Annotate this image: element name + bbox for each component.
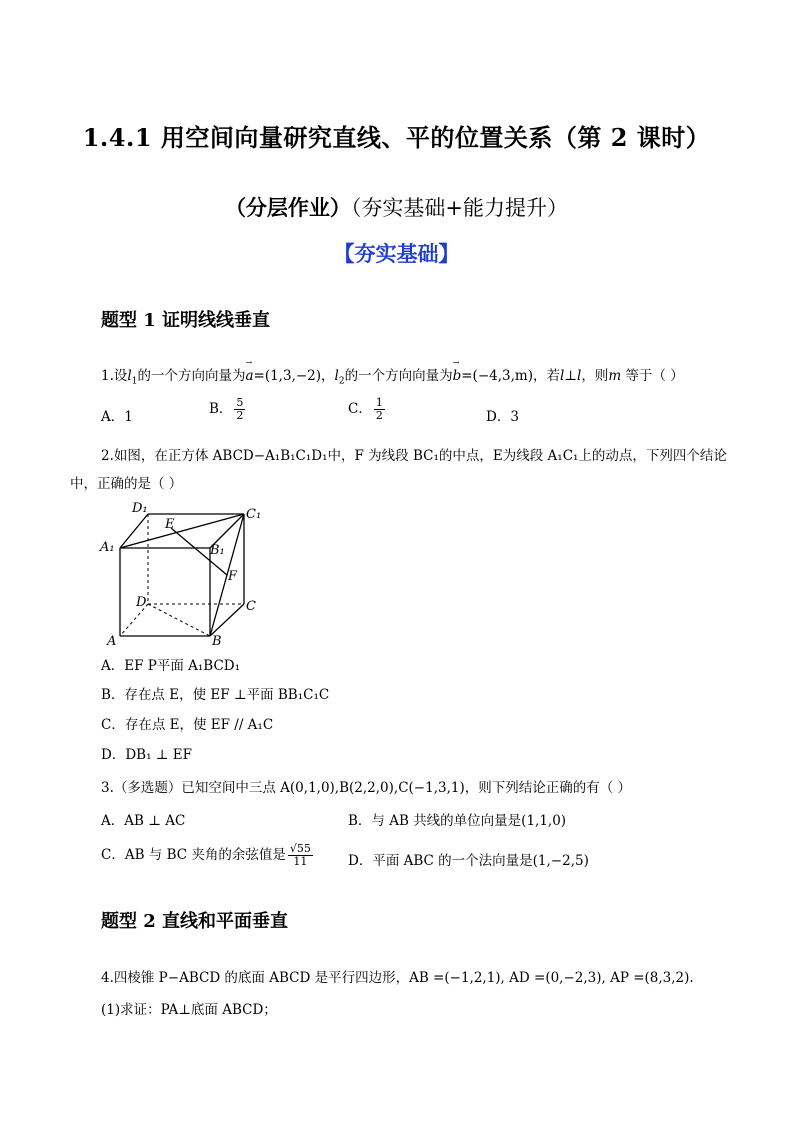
q1-option-d: D．3 xyxy=(486,409,519,425)
q2-option-a: A．EF P平面 A₁BCD₁ xyxy=(101,658,241,674)
q3-option-d: D．平面 ABC 的一个法向量是(1,−2,5) xyxy=(348,853,589,869)
question-4-part1: (1)求证：PA⊥底面 ABCD； xyxy=(101,1002,277,1018)
label-C1: C₁ xyxy=(246,507,262,522)
question-2-stem-line1: 2.如图，在正方体 ABCD−A₁B₁C₁D₁中，F 为线段 BC₁的中点，E为线段 A₁C₁上的动点，下列四个结论 xyxy=(101,448,727,464)
label-D1: D₁ xyxy=(132,501,148,516)
page-subtitle xyxy=(0,192,793,222)
question-1-stem: 1.设$l_1$的一个方向向量为→ a=(1,3,−2)，$l_2$的一个方向向量为→ b=(−4,3,m)，若l⊥l，则m 等于（ ） xyxy=(101,364,684,387)
label-E: E xyxy=(165,517,175,532)
section-1-title: 题型 1 证明线线垂直 xyxy=(101,310,271,331)
label-D: D xyxy=(136,595,147,610)
q1-option-c: C． $\frac{1}{2}$ xyxy=(348,396,383,422)
subtitle-normal: （夯实基础+能力提升） xyxy=(350,196,569,220)
label-C: C xyxy=(246,599,256,614)
label-A: A xyxy=(107,634,117,648)
q1-option-a: A．1 xyxy=(101,409,133,425)
q2-option-c: C．存在点 E，使 EF // A₁C xyxy=(101,717,274,733)
page-title: 1.4.1 用空间向量研究直线、平的位置关系（第 2 课时） xyxy=(82,123,711,152)
section-banner: 【夯实基础】 xyxy=(333,241,460,266)
vector-b: → b xyxy=(453,368,462,384)
q1-option-b: B． $\frac{5}{2}$ xyxy=(209,396,244,422)
label-A1: A₁ xyxy=(100,540,115,555)
section-2-title: 题型 2 直线和平面垂直 xyxy=(101,911,289,932)
label-B: B xyxy=(212,634,222,648)
label-B1: B₁ xyxy=(210,543,225,558)
q2-option-d: D．DB₁ ⊥ EF xyxy=(101,747,192,763)
subtitle-bold: （分层作业） xyxy=(224,195,351,220)
q2-option-b: B．存在点 E，使 EF ⊥平面 BB₁C₁C xyxy=(101,687,330,703)
question-4-stem: 4.四棱锥 P−ABCD 的底面 ABCD 是平行四边形，AB =(−1,2,1), AD =(0,−2,3), AP =(8,3,2). xyxy=(101,970,694,986)
q3-option-c: C．AB 与 BC 夹角的余弦值是 $\frac{√55}{11}$ xyxy=(101,842,311,868)
label-F: F xyxy=(228,569,238,584)
q3-option-b: B．与 AB 共线的单位向量是(1,1,0) xyxy=(348,813,567,829)
q3-option-a: A．AB ⊥ AC xyxy=(101,813,186,829)
cube-figure xyxy=(98,498,268,648)
vector-a: → a xyxy=(245,368,253,384)
question-3-stem: 3.（多选题）已知空间中三点 A(0,1,0),B(2,2,0),C(−1,3,1)，则下列结论正确的有（ ） xyxy=(101,780,632,796)
question-2-stem-line2: 中，正确的是（ ） xyxy=(70,476,183,492)
